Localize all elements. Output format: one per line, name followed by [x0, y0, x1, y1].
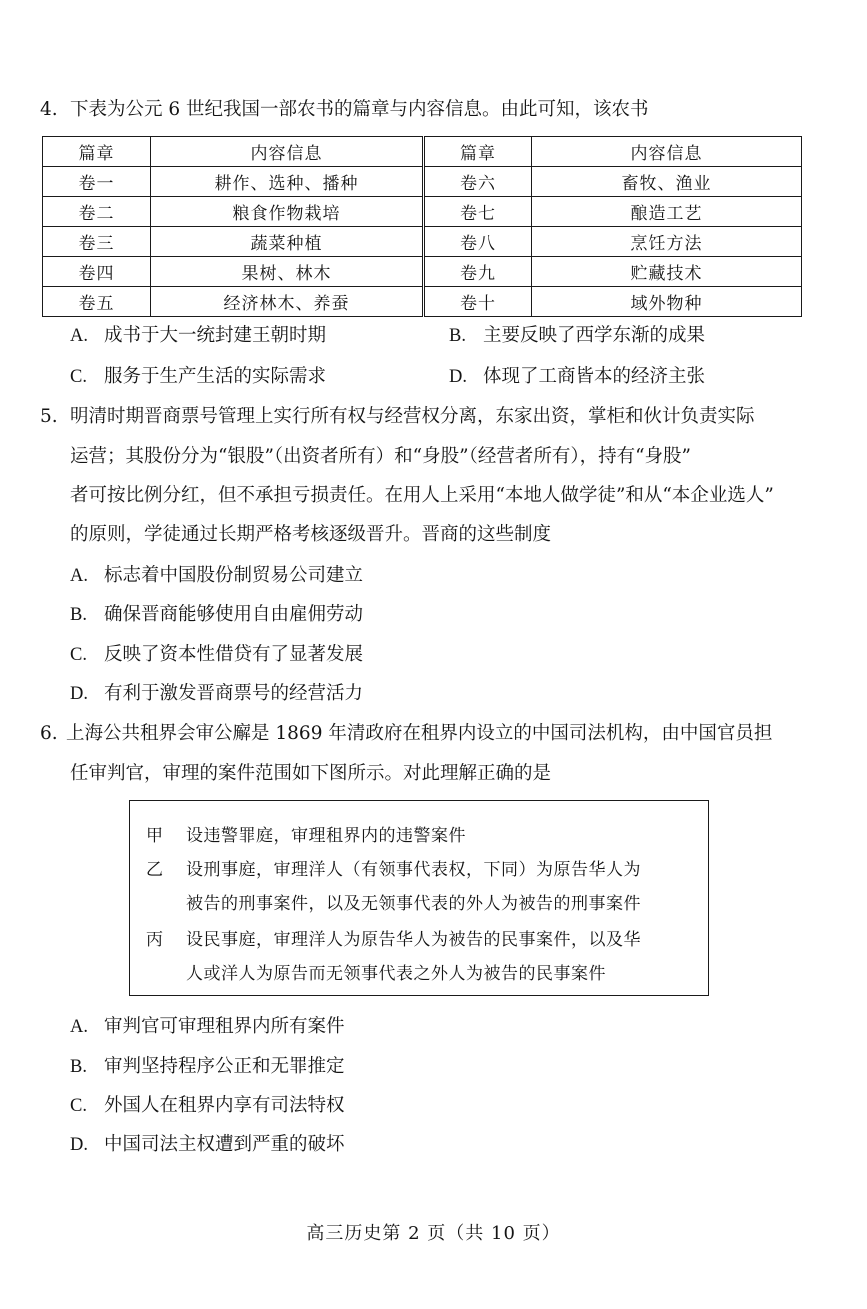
- table-row: [43, 197, 802, 227]
- table-header-row: [43, 137, 802, 167]
- table-cell: 耕作、选种、播种: [151, 167, 424, 197]
- table-cell: 卷三: [43, 227, 151, 257]
- table-cell: 粮食作物栽培: [151, 197, 424, 227]
- q6-option-b[interactable]: [70, 1055, 345, 1079]
- q4-stem-text: 下表为公元 6 世纪我国一部农书的篇章与内容信息。由此可知，该农书: [70, 99, 649, 120]
- page-footer: 高三历史第 2 页（共 10 页）: [306, 1223, 561, 1244]
- q5-stem-line-2: 运营；其股份分为“银股”（出资者所有）和“身股”（经营者所有），持有“身股”: [70, 446, 691, 467]
- table-cell: 卷一: [43, 167, 151, 197]
- option-letter: D.: [449, 367, 467, 387]
- table-cell: 果树、林木: [151, 257, 424, 287]
- q5-stem-line-4: 的原则，学徒通过长期严格考核逐级晋升。晋商的这些制度: [70, 524, 552, 545]
- option-text: 中国司法主权遭到严重的破坏: [104, 1134, 345, 1155]
- table-cell: 烹饪方法: [532, 227, 802, 257]
- q6-line: 上海公共租界会审公廨是 1869 年清政府在租界内设立的中国司法机构，由中国官员担: [66, 723, 773, 744]
- option-letter: A.: [70, 1017, 88, 1037]
- box-tag-yi: 乙: [146, 860, 164, 880]
- table-cell: 卷九: [424, 257, 532, 287]
- option-text: 体现了工商皆本的经济主张: [483, 366, 706, 387]
- option-text: 成书于大一统封建王朝时期: [104, 325, 327, 346]
- option-text: 有利于激发晋商票号的经营活力: [104, 683, 364, 704]
- q6-stem-line-1: [40, 722, 772, 746]
- q4-option-d[interactable]: [449, 365, 705, 389]
- q6-number: 6.: [40, 723, 58, 744]
- table-header-cell: 篇章: [424, 137, 532, 167]
- table-cell: 域外物种: [532, 287, 802, 317]
- table-cell: 卷二: [43, 197, 151, 227]
- q6-stem-line-2: 任审判官，审理的案件范围如下图所示。对此理解正确的是: [70, 763, 552, 784]
- option-text: 主要反映了西学东渐的成果: [483, 325, 706, 346]
- box-line: 设违警罪庭，审理租界内的违警案件: [186, 826, 466, 846]
- table-cell: 畜牧、渔业: [532, 167, 802, 197]
- option-text: 服务于生产生活的实际需求: [104, 366, 327, 387]
- option-letter: D.: [70, 684, 88, 704]
- option-letter: B.: [449, 326, 466, 346]
- q5-option-a[interactable]: [70, 564, 363, 588]
- q5-option-d[interactable]: [70, 682, 363, 706]
- box-line: 设刑事庭，审理洋人（有领事代表权，下同）为原告华人为: [186, 860, 641, 880]
- option-text: 审判坚持程序公正和无罪推定: [104, 1056, 345, 1077]
- option-letter: B.: [70, 1057, 87, 1077]
- q5-option-b[interactable]: [70, 603, 363, 627]
- q4-option-a[interactable]: [70, 324, 326, 348]
- q4-number: 4.: [40, 99, 58, 120]
- table-header-cell: 篇章: [43, 137, 151, 167]
- table-cell: 经济林木、养蚕: [151, 287, 424, 317]
- table-cell: 蔬菜种植: [151, 227, 424, 257]
- q5-stem-line-1: [40, 405, 755, 429]
- table-cell: 卷十: [424, 287, 532, 317]
- option-text: 审判官可审理租界内所有案件: [104, 1016, 345, 1037]
- q4-table: [42, 136, 802, 317]
- table-row: [43, 257, 802, 287]
- option-text: 外国人在租界内享有司法特权: [104, 1095, 345, 1116]
- option-letter: C.: [70, 645, 87, 665]
- table-cell: 贮藏技术: [532, 257, 802, 287]
- table-cell: 卷八: [424, 227, 532, 257]
- q6-option-a[interactable]: [70, 1015, 345, 1039]
- q5-line: 明清时期晋商票号管理上实行所有权与经营权分离，东家出资，掌柜和伙计负责实际: [70, 406, 755, 427]
- table-header-cell: 内容信息: [532, 137, 802, 167]
- box-line: 人或洋人为原告而无领事代表之外人为被告的民事案件: [186, 964, 606, 984]
- q5-option-c[interactable]: [70, 643, 363, 667]
- box-line: 被告的刑事案件，以及无领事代表的外人为被告的刑事案件: [186, 894, 641, 914]
- option-letter: A.: [70, 566, 88, 586]
- table-cell: 卷六: [424, 167, 532, 197]
- table-cell: 卷四: [43, 257, 151, 287]
- table-cell: 酿造工艺: [532, 197, 802, 227]
- box-tag-jia: 甲: [146, 826, 164, 846]
- q6-option-c[interactable]: [70, 1094, 345, 1118]
- option-letter: C.: [70, 1096, 87, 1116]
- box-line: 设民事庭，审理洋人为原告华人为被告的民事案件，以及华: [186, 930, 641, 950]
- option-letter: A.: [70, 326, 88, 346]
- q6-case-scope-box: [129, 800, 709, 996]
- table-row: [43, 287, 802, 317]
- option-letter: D.: [70, 1135, 88, 1155]
- table-row: [43, 227, 802, 257]
- q5-number: 5.: [40, 406, 58, 427]
- option-letter: C.: [70, 367, 87, 387]
- option-text: 标志着中国股份制贸易公司建立: [104, 565, 364, 586]
- q4-option-b[interactable]: [449, 324, 705, 348]
- table-row: [43, 167, 802, 197]
- box-tag-bing: 丙: [146, 930, 164, 950]
- option-text: 确保晋商能够使用自由雇佣劳动: [104, 604, 364, 625]
- q6-option-d[interactable]: [70, 1133, 345, 1157]
- table-cell: 卷七: [424, 197, 532, 227]
- table-cell: 卷五: [43, 287, 151, 317]
- option-letter: B.: [70, 605, 87, 625]
- q4-stem: [40, 98, 649, 122]
- table-header-cell: 内容信息: [151, 137, 424, 167]
- q5-stem-line-3: 者可按比例分红，但不承担亏损责任。在用人上采用“本地人做学徒”和从“本企业选人”: [70, 485, 774, 506]
- q4-option-c[interactable]: [70, 365, 326, 389]
- option-text: 反映了资本性借贷有了显著发展: [104, 644, 364, 665]
